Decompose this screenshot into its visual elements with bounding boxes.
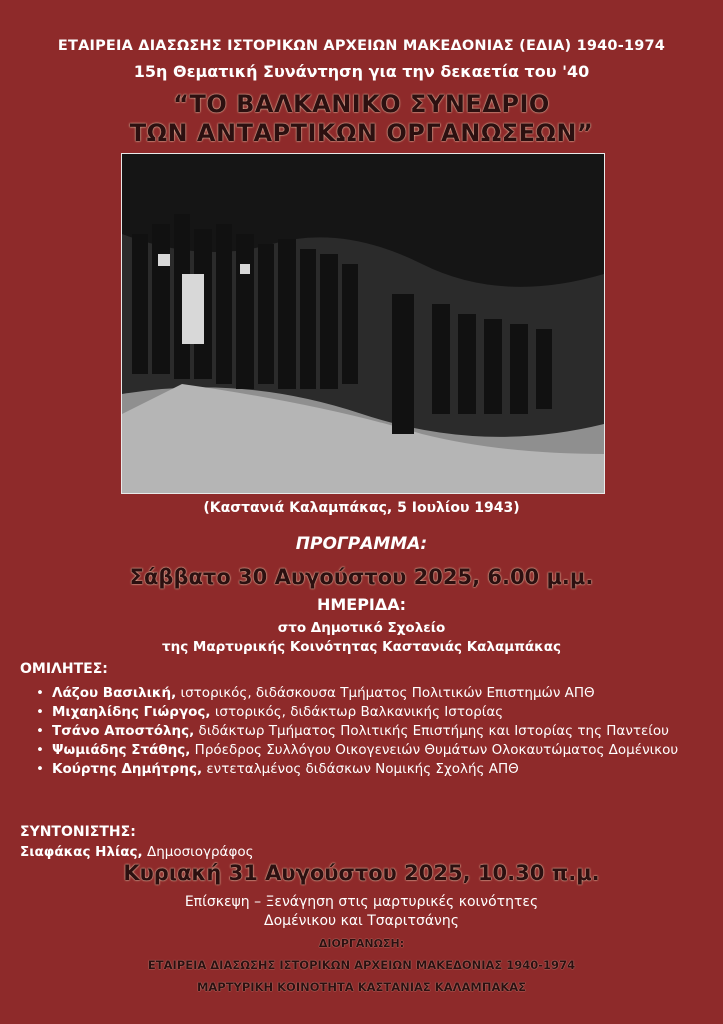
bullet-icon: •	[36, 761, 44, 777]
speaker-name: Λάζου Βασιλική,	[52, 685, 177, 701]
historical-photo	[121, 153, 605, 494]
day1-venue-line2: της Μαρτυρικής Κοινότητας Καστανιάς Καλαμπάκας	[161, 639, 562, 655]
speaker-desc: Πρόεδρος Συλλόγου Οικογενειών Θυμάτων Ολοκαυτώματος Δομένικου	[190, 742, 679, 758]
organizers-heading: ΔΙΟΡΓΑΝΩΣΗ:	[318, 937, 405, 950]
coordinator-name: Σιαφάκας Ηλίας,	[20, 844, 143, 860]
bullet-icon: •	[36, 704, 44, 720]
speaker-desc: ιστορικός, διδάκτωρ Βαλκανικής Ιστορίας	[210, 704, 504, 720]
coordinator	[20, 844, 254, 860]
day1-type: ΗΜΕΡΙΔΑ:	[316, 595, 407, 614]
meeting-subtitle: 15η Θεματική Συνάντηση για την δεκαετία του '40	[133, 62, 590, 81]
speaker-name: Τσάνο Αποστόλης,	[52, 723, 195, 739]
speaker-item	[36, 741, 716, 760]
bullet-icon: •	[36, 723, 44, 739]
day1-date: Σάββατο 30 Αυγούστου 2025, 6.00 μ.μ.	[129, 565, 594, 589]
day2-visit-line1: Επίσκεψη – Ξενάγηση στις μαρτυρικές κοινότητες	[184, 894, 539, 910]
coordinator-desc: Δημοσιογράφος	[142, 844, 254, 860]
speaker-desc: ιστορικός, διδάσκουσα Τμήματος Πολιτικών Επιστημών ΑΠΘ	[176, 685, 595, 701]
speaker-item	[36, 760, 716, 779]
day2-date: Κυριακή 31 Αυγούστου 2025, 10.30 π.μ.	[123, 861, 600, 885]
organizer-1: ΕΤΑΙΡΕΙΑ ΔΙΑΣΩΣΗΣ ΙΣΤΟΡΙΚΩΝ ΑΡΧΕΙΩΝ ΜΑΚΕΔΟΝΙΑΣ 1940-1974	[147, 958, 576, 972]
event-title-line2: ΤΩΝ ΑΝΤΑΡΤΙΚΩΝ ΟΡΓΑΝΩΣΕΩΝ”	[129, 119, 594, 147]
program-heading: ΠΡΟΓΡΑΜΜΑ:	[295, 534, 428, 554]
speakers-list	[36, 684, 716, 779]
organization-header: ΕΤΑΙΡΕΙΑ ΔΙΑΣΩΣΗΣ ΙΣΤΟΡΙΚΩΝ ΑΡΧΕΙΩΝ ΜΑΚΕΔΟΝΙΑΣ (ΕΔΙΑ) 1940-1974	[57, 38, 666, 54]
day2-visit-line2: Δομένικου και Τσαριτσάνης	[264, 913, 459, 929]
speakers-heading: ΟΜΙΛΗΤΕΣ:	[20, 661, 108, 677]
day1-venue-line1: στο Δημοτικό Σχολείο	[277, 620, 446, 636]
organizer-2: ΜΑΡΤΥΡΙΚΗ ΚΟΙΝΟΤΗΤΑ ΚΑΣΤΑΝΙΑΣ ΚΑΛΑΜΠΑΚΑΣ	[196, 980, 527, 994]
bullet-icon: •	[36, 742, 44, 758]
speaker-name: Κούρτης Δημήτρης,	[52, 761, 203, 777]
event-title	[0, 90, 723, 148]
photo-illustration	[122, 154, 604, 493]
coordinator-heading: ΣΥΝΤΟΝΙΣΤΗΣ:	[20, 824, 136, 840]
speaker-item	[36, 722, 716, 741]
bullet-icon: •	[36, 685, 44, 701]
speaker-desc: εντεταλμένος διδάσκων Νομικής Σχολής ΑΠΘ	[202, 761, 519, 777]
speaker-name: Ψωμιάδης Στάθης,	[52, 742, 191, 758]
speaker-name: Μιχαηλίδης Γιώργος,	[52, 704, 211, 720]
speaker-item	[36, 684, 716, 703]
photo-caption: (Καστανιά Καλαμπάκας, 5 Ιουλίου 1943)	[203, 500, 520, 516]
speaker-item	[36, 703, 716, 722]
event-title-line1: “ΤΟ ΒΑΛΚΑΝΙΚΟ ΣΥΝΕΔΡΙΟ	[173, 90, 550, 118]
speaker-desc: διδάκτωρ Τμήματος Πολιτικής Επιστήμης και Ιστορίας της Παντείου	[194, 723, 669, 739]
